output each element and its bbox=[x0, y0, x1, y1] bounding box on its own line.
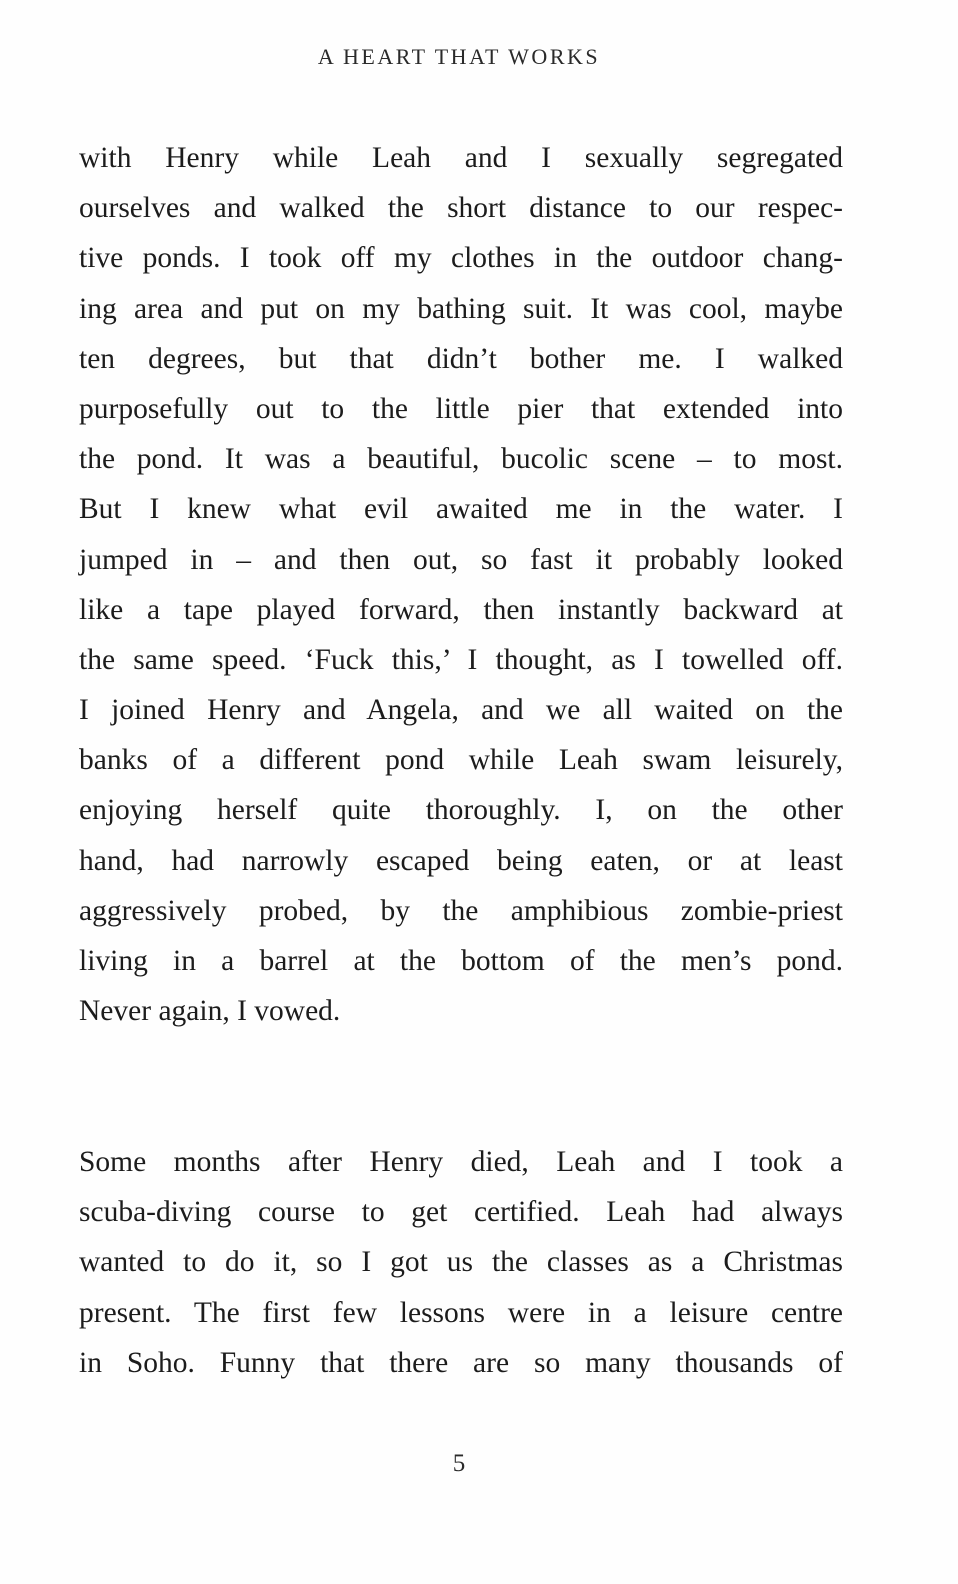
running-head: A HEART THAT WORKS bbox=[317, 44, 601, 69]
text-line: with Henry while Leah and I sexually segregated bbox=[79, 142, 843, 174]
text-line: Never again, I vowed. bbox=[79, 995, 341, 1028]
page-number: 5 bbox=[452, 1450, 466, 1477]
text-line: ourselves and walked the short distance to our respec- bbox=[79, 192, 843, 225]
text-line: But I knew what evil awaited me in the water. I bbox=[79, 493, 843, 526]
text-line: wanted to do it, so I got us the classes as a Christmas bbox=[79, 1246, 843, 1279]
text-line: aggressively probed, by the amphibious zombie-priest bbox=[79, 894, 843, 927]
text-line: Some months after Henry died, Leah and I took a bbox=[79, 1146, 843, 1178]
text-line: ing area and put on my bathing suit. It was cool, maybe bbox=[79, 292, 843, 325]
text-line: the pond. It was a beautiful, bucolic scene – to most. bbox=[79, 443, 843, 476]
text-line: tive ponds. I took off my clothes in the outdoor chang- bbox=[79, 242, 843, 275]
text-line: enjoying herself quite thoroughly. I, on the other bbox=[79, 794, 843, 827]
text-line: present. The first few lessons were in a leisure centre bbox=[79, 1296, 843, 1329]
text-line: the same speed. ‘Fuck this,’ I thought, as I towelled off. bbox=[79, 643, 843, 676]
text-line: in Soho. Funny that there are so many thousands of bbox=[79, 1346, 843, 1379]
paragraph bbox=[79, 1137, 843, 1388]
text-line: purposefully out to the little pier that extended into bbox=[79, 392, 843, 425]
text-line: banks of a different pond while Leah swam leisurely, bbox=[79, 744, 843, 777]
text-line: jumped in – and then out, so fast it probably looked bbox=[79, 543, 843, 576]
text-line: living in a barrel at the bottom of the men’s pond. bbox=[79, 945, 843, 977]
paragraph bbox=[79, 133, 843, 1036]
text-line: scuba-diving course to get certified. Leah had always bbox=[79, 1196, 843, 1229]
text-line: I joined Henry and Angela, and we all waited on the bbox=[79, 694, 843, 727]
text-line: ten degrees, but that didn’t bother me. I walked bbox=[79, 342, 843, 375]
text-line: like a tape played forward, then instantly backward at bbox=[79, 593, 843, 626]
text-line: hand, had narrowly escaped being eaten, or at least bbox=[79, 844, 843, 877]
